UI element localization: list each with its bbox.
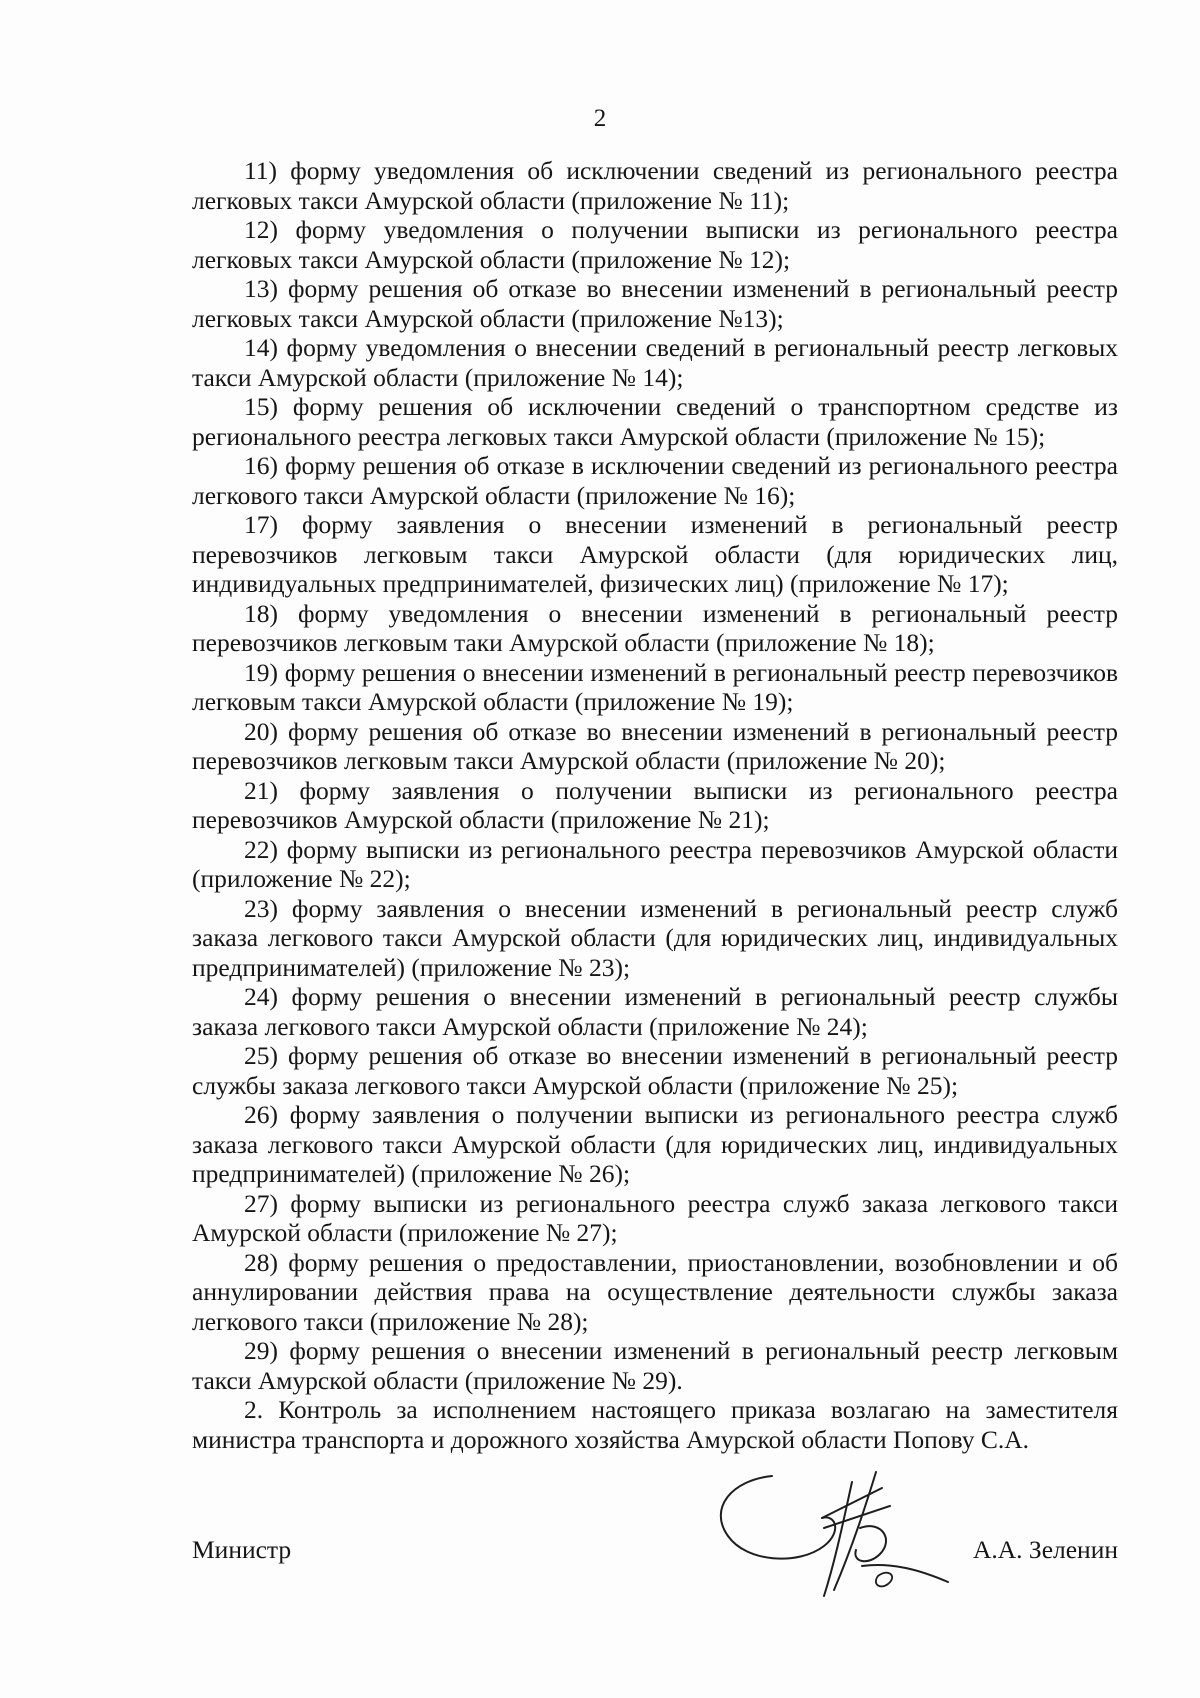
handwritten-signature-icon [712,1458,952,1618]
paragraph-item-27: 27) форму выписки из регионального реестра служб заказа легкового такси Амурской области (приложение № 27); [192,1188,1118,1247]
document-body [192,156,1118,1454]
paragraph-item-12: 12) форму уведомления о получении выписки из регионального реестра легковых такси Амурской области (приложение № 12); [192,215,1118,274]
signer-name: А.А. Зеленин [972,1535,1118,1564]
control-clause: 2. Контроль за исполнением настоящего приказа возлагаю на заместителя министра транспорта и дорожного хозяйства Амурской области Попову С.А. [192,1395,1118,1454]
paragraph-item-13: 13) форму решения об отказе во внесении изменений в региональный реестр легковых такси Амурской области (приложение №13); [192,274,1118,333]
paragraph-item-23: 23) форму заявления о внесении изменений в региональный реестр служб заказа легкового такси Амурской области (для юридических лиц, индивидуальных предпринимателей) (приложение № 23); [192,893,1118,982]
paragraph-item-21: 21) форму заявления о получении выписки из регионального реестра перевозчиков Амурской области (приложение № 21); [192,775,1118,834]
paragraph-item-25: 25) форму решения об отказе во внесении изменений в региональный реестр службы заказа легкового такси Амурской области (приложение № 25); [192,1041,1118,1100]
signer-position: Министр [192,1535,292,1564]
paragraph-item-14: 14) форму уведомления о внесении сведений в региональный реестр легковых такси Амурской области (приложение № 14); [192,333,1118,392]
paragraph-item-20: 20) форму решения об отказе во внесении изменений в региональный реестр перевозчиков легковым такси Амурской области (приложение № 20); [192,716,1118,775]
page-number: 2 [593,105,607,132]
paragraph-item-18: 18) форму уведомления о внесении изменений в региональный реестр перевозчиков легковым таки Амурской области (приложение № 18); [192,598,1118,657]
paragraph-item-29: 29) форму решения о внесении изменений в региональный реестр легковым такси Амурской области (приложение № 29). [192,1336,1118,1395]
paragraph-item-19: 19) форму решения о внесении изменений в региональный реестр перевозчиков легковым такси Амурской области (приложение № 19); [192,657,1118,716]
paragraph-item-24: 24) форму решения о внесении изменений в региональный реестр службы заказа легкового такси Амурской области (приложение № 24); [192,982,1118,1041]
paragraph-item-22: 22) форму выписки из регионального реестра перевозчиков Амурской области (приложение № 22); [192,834,1118,893]
paragraph-item-26: 26) форму заявления о получении выписки из регионального реестра служб заказа легкового такси Амурской области (для юридических лиц, индивидуальных предпринимателей) (приложение № 26); [192,1100,1118,1188]
paragraph-item-28: 28) форму решения о предоставлении, приостановлении, возобновлении и об аннулировании действия права на осуществление деятельности службы заказа легкового такси (приложение № 28); [192,1247,1118,1336]
paragraph-item-11: 11) форму уведомления об исключении сведений из регионального реестра легковых такси Амурской области (приложение № 11); [192,156,1118,215]
paragraph-item-15: 15) форму решения об исключении сведений о транспортном средстве из регионального реестра легковых такси Амурской области (приложение № 15); [192,392,1118,451]
paragraph-item-17: 17) форму заявления о внесении изменений в региональный реестр перевозчиков легковым такси Амурской области (для юридических лиц, индивидуальных предпринимателей, физических лиц) (приложение № 17); [192,510,1118,598]
paragraph-item-16: 16) форму решения об отказе в исключении сведений из регионального реестра легкового такси Амурской области (приложение № 16); [192,451,1118,510]
signature-block [192,1535,1118,1575]
